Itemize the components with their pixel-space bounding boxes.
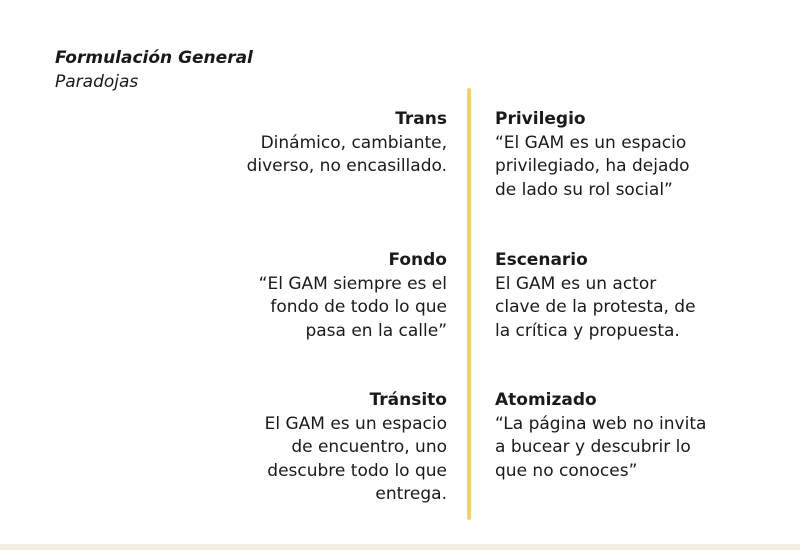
center-divider [467,88,471,520]
paradox-item-trans [200,108,447,179]
page-header [55,46,253,94]
page-title: Formulación General [55,48,253,68]
paradox-item-fondo [200,249,447,343]
paradox-item-atomizado [495,389,775,483]
paradox-item-privilegio [495,108,775,202]
item-body: El GAM es un espacio de encuentro, uno descubre todo lo que entrega. [264,413,447,504]
footer-bar [0,544,800,550]
item-title: Escenario [495,250,588,270]
item-title: Privilegio [495,109,586,129]
paradox-item-escenario [495,249,775,343]
item-title: Tránsito [369,390,447,410]
item-body: Dinámico, cambiante, diverso, no encasillado. [246,132,447,176]
page-subtitle: Paradojas [55,72,139,92]
item-body: “El GAM siempre es el fondo de todo lo que pasa en la calle” [258,273,447,341]
item-title: Atomizado [495,390,597,410]
item-title: Fondo [388,250,447,270]
item-body: “La página web no invita a bucear y descubrir lo que no conoces” [495,413,707,481]
item-body: “El GAM es un espacio privilegiado, ha dejado de lado su rol social” [495,132,690,200]
item-title: Trans [395,109,447,129]
paradox-item-transito [200,389,447,507]
item-body: El GAM es un actor clave de la protesta, de la crítica y propuesta. [495,273,696,341]
